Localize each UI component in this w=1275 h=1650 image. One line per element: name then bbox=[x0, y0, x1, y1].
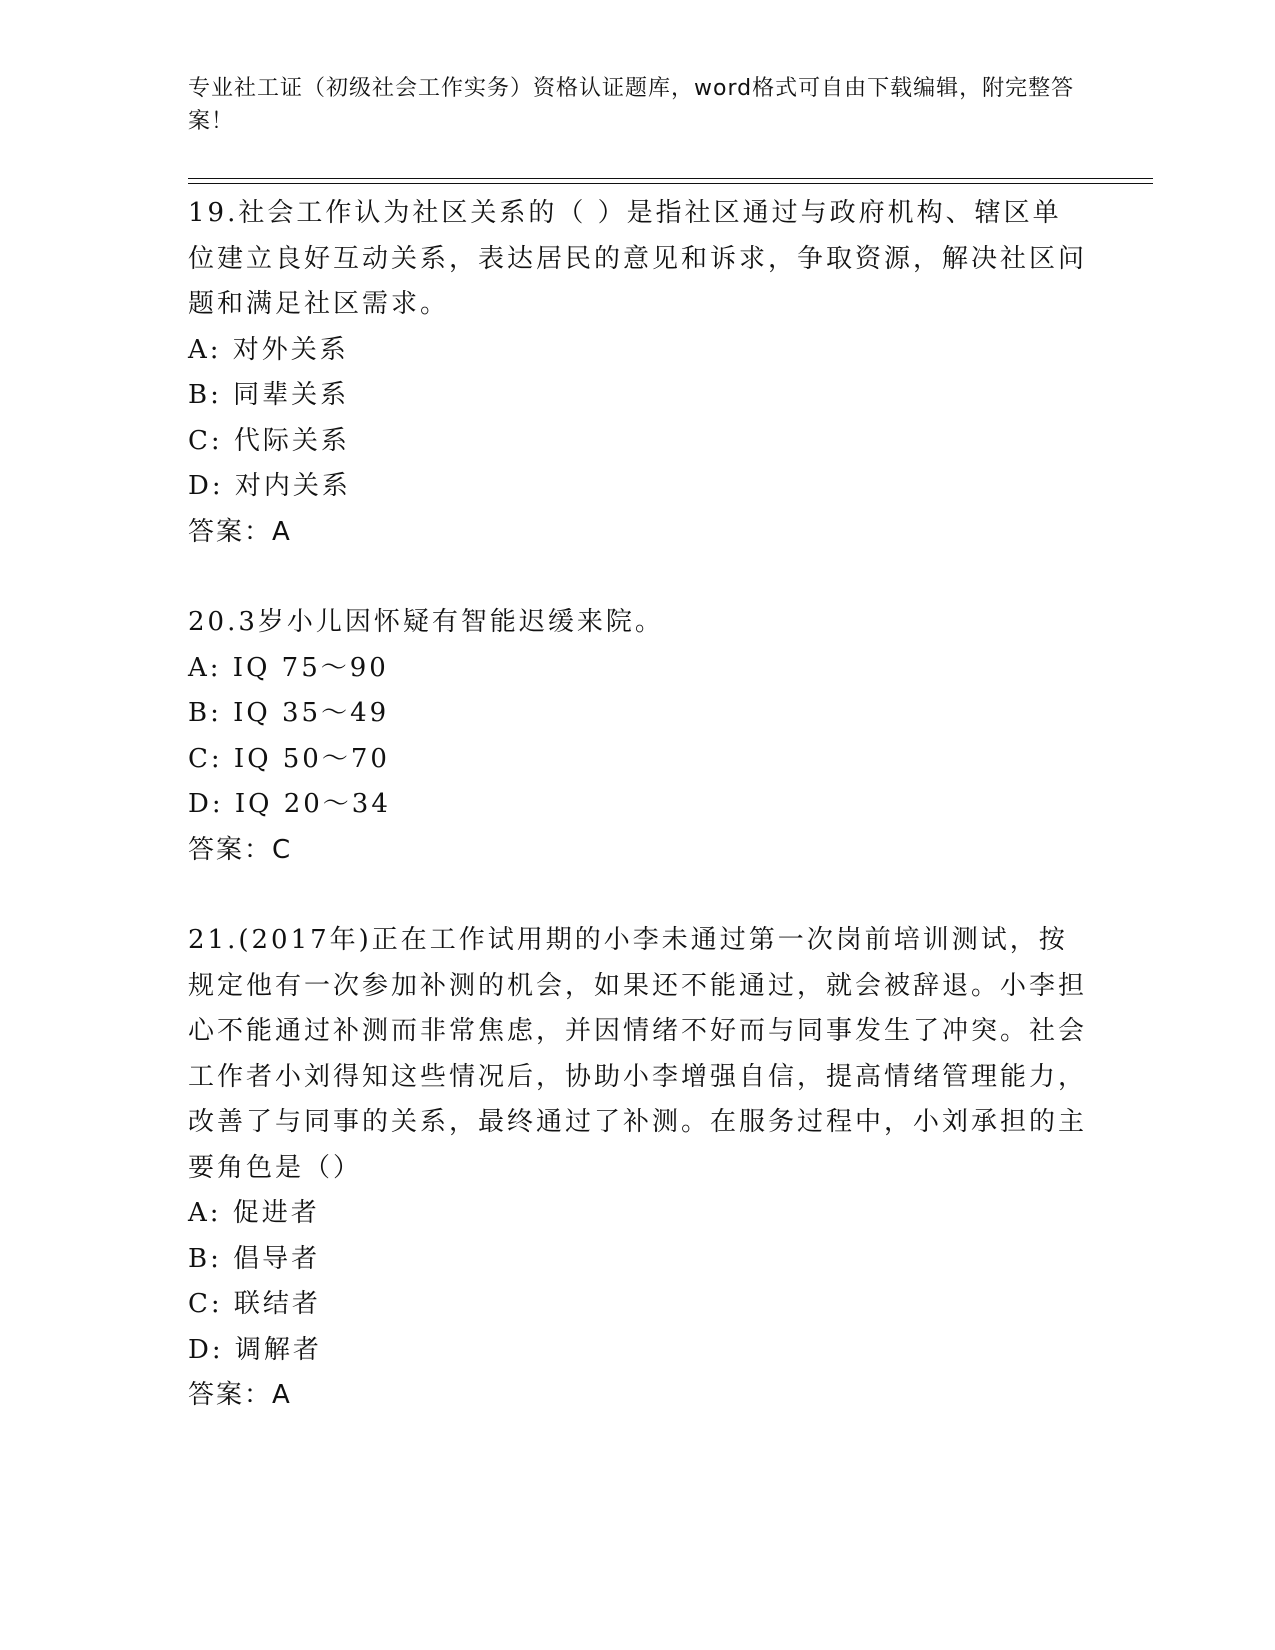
question-20 bbox=[188, 600, 1088, 873]
answer-line: 答案：A bbox=[188, 1380, 292, 1410]
option-c: C: 联结者 bbox=[188, 1289, 321, 1319]
option-b: B: 同辈关系 bbox=[188, 380, 350, 410]
option-b: B: 倡导者 bbox=[188, 1243, 321, 1274]
question-text: 19.社会工作认为社区关系的（ ）是指社区通过与政府机构、辖区单位建立良好互动关系，表达居民的意见和诉求，争取资源，解决社区问题和满足社区需求。 bbox=[188, 198, 1088, 319]
question-21 bbox=[188, 918, 1088, 1419]
question-19 bbox=[188, 191, 1088, 555]
answer-line: 答案：C bbox=[188, 834, 293, 865]
option-a: A: 对外关系 bbox=[188, 334, 349, 365]
question-list bbox=[188, 191, 1088, 1419]
option-c: C: IQ 50～70 bbox=[188, 743, 390, 774]
option-c: C: 代际关系 bbox=[188, 425, 350, 456]
question-spacer bbox=[188, 555, 1088, 600]
header-divider-bottom bbox=[188, 183, 1153, 184]
option-d: D: IQ 20～34 bbox=[188, 789, 391, 819]
answer-line: 答案：A bbox=[188, 516, 292, 547]
option-d: D: 调解者 bbox=[188, 1334, 322, 1365]
option-a: A: 促进者 bbox=[188, 1198, 320, 1228]
question-spacer bbox=[188, 873, 1088, 918]
question-text: 21.(2017年)正在工作试用期的小李未通过第一次岗前培训测试，按规定他有一次参加补测的机会，如果还不能通过，就会被辞退。小李担心不能通过补测而非常焦虑，并因情绪不好而与同事发生了冲突。社会工作者小刘得知这些情况后，协助小李增强自信，提高情绪管理能力，改善了与同事的关系，最终通过了补测。在服务过程中，小刘承担的主要角色是（） bbox=[188, 925, 1088, 1183]
option-a: A: IQ 75～90 bbox=[188, 652, 389, 683]
header-divider-top bbox=[188, 178, 1153, 179]
option-b: B: IQ 35～49 bbox=[188, 698, 390, 728]
question-text: 20.3岁小儿因怀疑有智能迟缓来院。 bbox=[188, 607, 664, 637]
document-header: 专业社工证（初级社会工作实务）资格认证题库，word格式可自由下载编辑，附完整答案！ bbox=[188, 76, 1075, 134]
option-d: D: 对内关系 bbox=[188, 471, 351, 501]
